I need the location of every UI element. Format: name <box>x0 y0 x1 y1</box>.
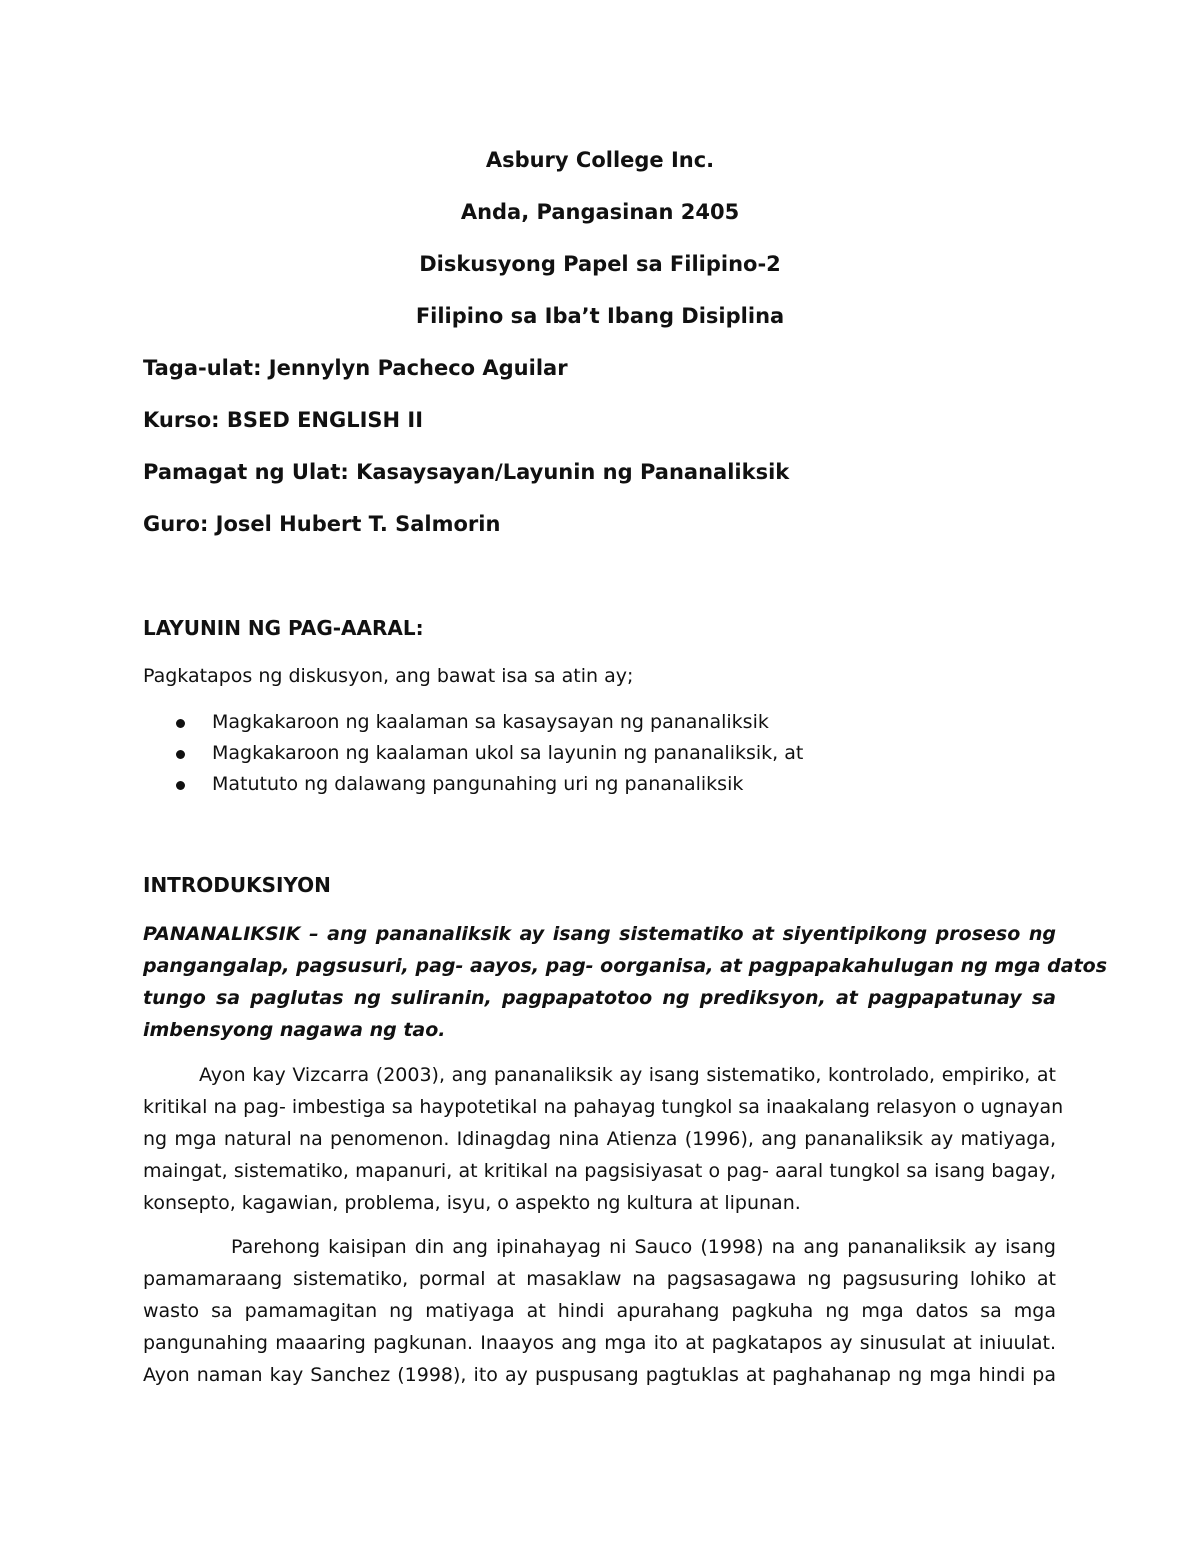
paragraph-line: maingat, sistematiko, mapanuri, at kritikal na pagsisiyasat o pag- aaral tungkol sa isang bagay, <box>143 1160 1056 1182</box>
report-title-line: Pamagat ng Ulat: Kasaysayan/Layunin ng Pananaliksik <box>143 460 790 484</box>
paragraph-line: Ayon kay Vizcarra (2003), ang pananaliksik ay isang sistematiko, kontrolado, empiriko, at <box>199 1064 1056 1086</box>
bullet-icon <box>176 781 185 790</box>
school-name: Asbury College Inc. <box>485 148 715 172</box>
course-line: Kurso: BSED ENGLISH II <box>143 408 424 432</box>
school-address: Anda, Pangasinan 2405 <box>460 200 740 224</box>
bullet-icon <box>176 750 185 759</box>
paragraph-line: wasto sa pamamagitan ng matiyaga at hindi apurahang pagkuha ng mga datos sa mga <box>143 1300 1056 1322</box>
list-item: Magkakaroon ng kaalaman sa kasaysayan ng pananaliksik <box>143 707 803 738</box>
paragraph-line: Ayon naman kay Sanchez (1998), ito ay puspusang pagtuklas at paghahanap ng mga hindi pa <box>143 1364 1056 1386</box>
paragraph-line: Parehong kaisipan din ang ipinahayag ni Sauco (1998) na ang pananaliksik ay isang <box>231 1236 1056 1258</box>
list-item: Magkakaroon ng kaalaman ukol sa layunin ng pananaliksik, at <box>143 738 803 769</box>
paragraph-line: kritikal na pag- imbestiga sa haypotetikal na pahayag tungkol sa inaakalang relasyon o ugnayan <box>143 1096 1064 1118</box>
teacher-line: Guro: Josel Hubert T. Salmorin <box>143 512 501 536</box>
paper-type: Diskusyong Papel sa Filipino-2 <box>419 252 781 276</box>
paragraph-line: ng mga natural na penomenon. Idinagdag nina Atienza (1996), ang pananaliksik ay matiyaga, <box>143 1128 1056 1150</box>
definition-line: pangangalap, pagsusuri, pag- aayos, pag- oorganisa, at pagpapakahulugan ng mga datos <box>143 955 1108 977</box>
course-title: Filipino sa Iba’t Ibang Disiplina <box>415 304 785 328</box>
paragraph-line: pamamaraang sistematiko, pormal at masaklaw na pagsasagawa ng pagsusuring lohiko at <box>143 1268 1056 1290</box>
definition-line: tungo sa paglutas ng suliranin, pagpapatotoo ng prediksyon, at pagpapatunay sa <box>143 987 1056 1009</box>
reporter-line: Taga-ulat: Jennylyn Pacheco Aguilar <box>143 356 568 380</box>
paragraph-line: konsepto, kagawian, problema, isyu, o aspekto ng kultura at lipunan. <box>143 1192 801 1214</box>
introduction-heading: INTRODUKSIYON <box>143 873 331 897</box>
definition-line: PANANALIKSIK – ang pananaliksik ay isang sistematiko at siyentipikong proseso ng <box>143 923 1056 945</box>
objectives-heading: LAYUNIN NG PAG-AARAL: <box>143 616 424 640</box>
paragraph-line: pangunahing maaaring pagkunan. Inaayos ang mga ito at pagkatapos ay sinusulat at iniuulat. <box>143 1332 1056 1354</box>
objectives-intro: Pagkatapos ng diskusyon, ang bawat isa sa atin ay; <box>143 665 634 687</box>
objectives-list <box>143 707 803 800</box>
bullet-icon <box>176 719 185 728</box>
definition-line: imbensyong nagawa ng tao. <box>143 1019 446 1041</box>
list-item: Matututo ng dalawang pangunahing uri ng pananaliksik <box>143 769 803 800</box>
